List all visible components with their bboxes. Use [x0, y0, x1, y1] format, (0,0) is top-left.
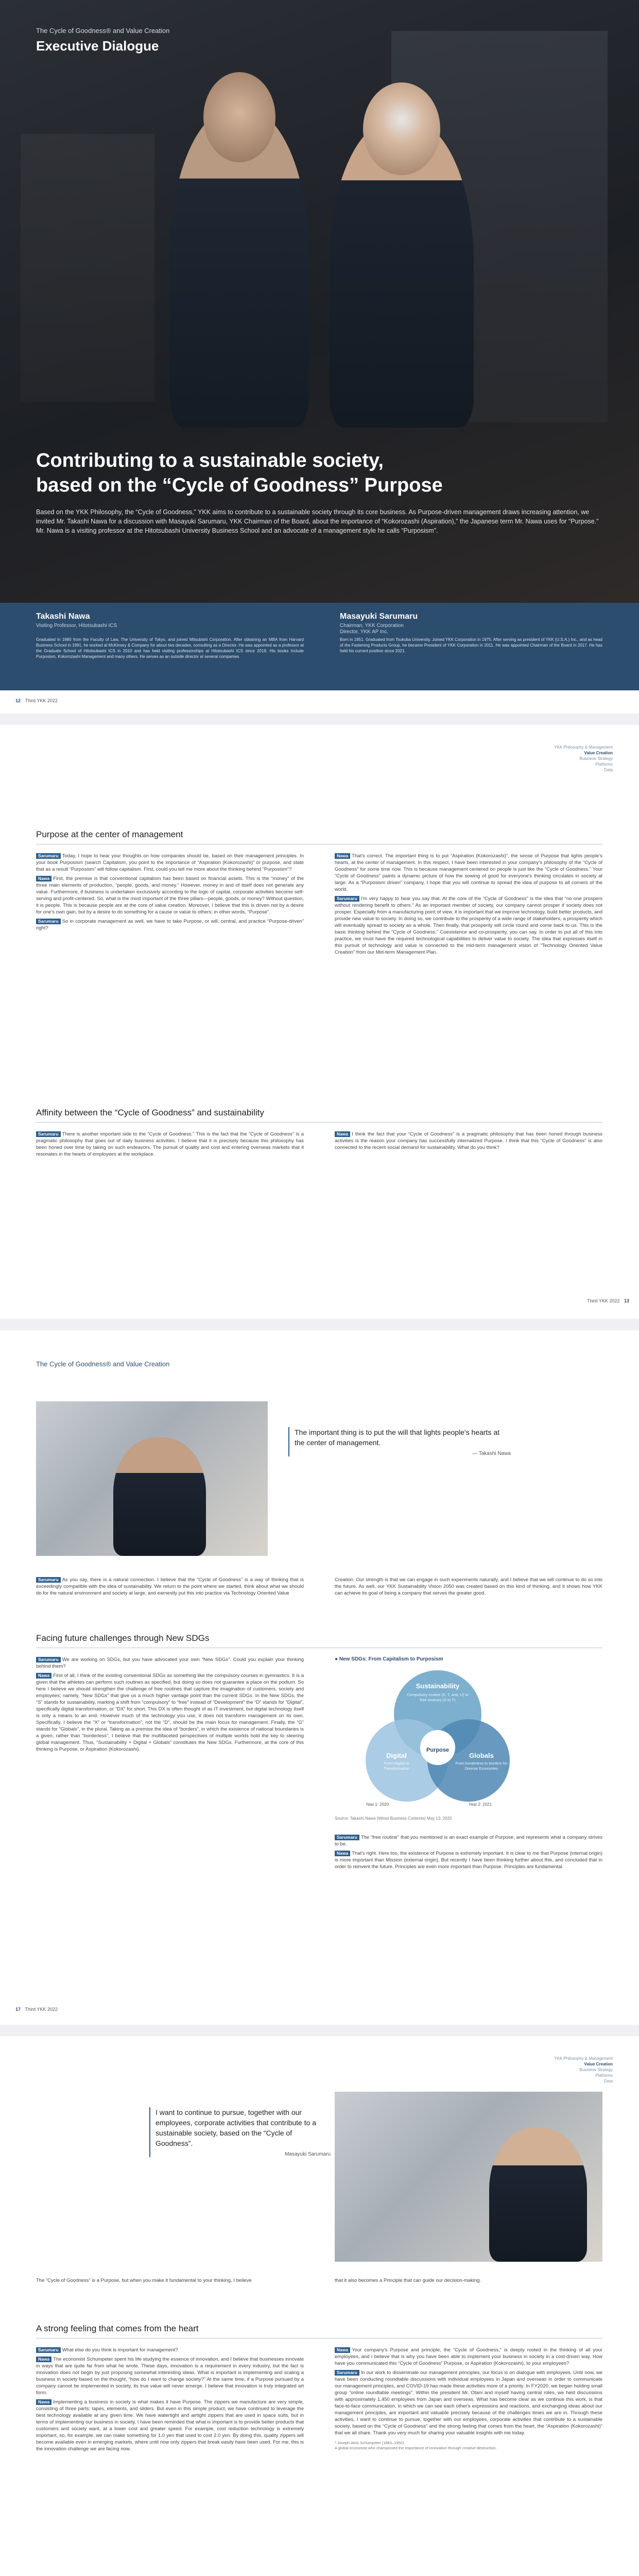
page-number-17 [15, 2007, 58, 2012]
paragraph [36, 2399, 304, 2452]
speaker-tag: Sarumaru [36, 2347, 61, 2353]
sdgs-right-column [335, 1834, 602, 1873]
profile-sarumaru-name: Masayuki Sarumaru [340, 612, 418, 621]
section-nav [530, 744, 613, 773]
breadcrumb: The Cycle of Goodness® and Value Creation [36, 1360, 170, 1368]
paragraph-text: Today, I hope to hear your thoughts on how companies should be, based on their management principles. In your book Purposism (search Capitalism, you point to the importance of “Aspiration (Kokorozashi)” or purpose, and state that as a result “Purposism” will follow capitalism. First, could you tell me more about the thinking behind “Purposism”? [36, 853, 304, 872]
paragraph-text: Implementing a business in society is what makes it have Purpose. The zippers we manufacture are very simple, consisting of three parts: tapes, elements, and sliders. But even in this simple product, we have continued to leverage the best technology available at any given time. We have watertight and airtight zippers that are used in space suits, but in terms of implementing our business in society, I have been reminded that what is important is to provide better products that customers and society want, at a lower cost and greater speed. For example, cost reduction technology is extremely important, so, for example, we can make something for 1.0 yen that used to cost 2.0 yen. By doing this, quality zippers will become available even in emerging markets, where until now only zippers that break easily have been used. For me, this is the innovation challenge we are facing now. [36, 2399, 304, 2452]
diagram-caption: Source: Takashi Nawa (Wired Business Contents) May 13, 2020 [335, 1816, 452, 1821]
headline-line-2: based on the “Cycle of Goodness” Purpose [36, 474, 443, 496]
speaker-tag: Nawa [36, 2399, 51, 2405]
paragraph [36, 1672, 304, 1753]
pull-quote-nawa [288, 1427, 511, 1456]
speaker-tag: Nawa [36, 1673, 51, 1679]
speaker-tag: Nawa [335, 853, 350, 859]
photo-sarumaru-speaking [335, 2092, 602, 2262]
paragraph-text: In our work to disseminate our management principles, our focus is on dialogue with employees. Until now, we have been conducting roundtable discussions with individual employees in Japan and overseas in order to communicate our management principles, and COVID-19 has made these activities more of a priority. In FY2020, we began holding small group “online roundtable meetings”. Within the president Mr. Otani and myself having central roles, we held discussions with approximately 1,450 employees from Japan and overseas. What has become clear as we continue this work, is that face-to-face communication, in which we can see each other's expressions and reactions, and exchanging ideas about our management principles, are important and valuable precisely because of the challenges times we are in. Through these activities, I want to continue to pursue, together with our employees, corporate activities that contribute to a sustainable society, based on the “Cycle of Goodness” and the strong feeling that comes from the heart, the “Aspiration (Kokorozashi)” that we all share. Thank you very much for sharing your valuable insights with me today. [335, 2370, 602, 2436]
paragraph [36, 2356, 304, 2396]
dialogue-title: Executive Dialogue [36, 38, 159, 54]
headline [36, 448, 602, 498]
section-nav [530, 2056, 613, 2084]
speaker-tag: Sarumaru [36, 919, 61, 924]
paragraph-text: We are working on SDGs, but you have advocated your own “New SDGs”. Could you explain your thinking behind them? [36, 1657, 304, 1669]
nav-platforms: Platforms [595, 2073, 613, 2078]
pull-quote-text: The important thing is to put the will that lights people's hearts at the center of management. [295, 1428, 500, 1447]
cover-photo [0, 0, 639, 603]
page-label: Third YKK 2022 [25, 2007, 58, 2012]
nav-value-creation: Value Creation [584, 2062, 613, 2066]
page-number-13 [587, 1298, 629, 1303]
mid-right-column [335, 1577, 602, 1599]
page-divider [0, 2025, 639, 2036]
paragraph [36, 1656, 304, 1670]
diagram-heading-text: New SDGs: From Capitalism to Purposism [339, 1656, 443, 1662]
pull-quote-attribution: — Takashi Nawa [472, 1451, 511, 1456]
pull-quote-attribution: Masayuki Sarumaru [285, 2151, 331, 2157]
speaker-tag: Sarumaru [36, 1657, 61, 1663]
paragraph [36, 2347, 304, 2353]
paragraph [36, 1577, 304, 1597]
paragraph [335, 1850, 602, 1870]
breadcrumb: The Cycle of Goodness® and Value Creation [36, 27, 170, 35]
sdgs-left-column [36, 1656, 304, 1755]
section-sdgs [36, 1633, 602, 1648]
label-sustainability-sub: Compulsory routine (E, T, and, U) to free routines (S to T) [407, 1692, 469, 1702]
profile-sarumaru-subtitle: Director, YKK AP Inc. [340, 629, 389, 635]
photo-nawa-speaking [36, 1401, 268, 1556]
page-divider [0, 714, 639, 725]
paragraph-text: First of all, I think of the existing conventional SDGs as something like the compulsory courses in gymnastics. It is a given that the athletes can perform such routines as specified, but doing so does not guarantee a place on the podium. So here I believe we should strengthen the challenge of free routines that capture the imagination of customers, society and employees; namely, “New SDGs” that give us a much higher vantage point than the current SDGs. In the New SDGs, the “S” stands for sustainability, marking a shift from “compulsory” to “free” instead of “Development” the “D” stands for “Digital”, specifically digital transformation, or “DX” for short. This DX is often thought of as IT investment, but digital technology itself is only a means to an end. However much of the technology you use, it does not transform management on its own. Specifically, I believe the “X” or “transformation”, not the “D”, should be the main focus for management. Finally, the “G” stands for “Globals”, in the plural. Taking as a premise the idea of “borders”, in which the existence of national boundaries is a given, rather than “borderless”, I believe that the multifaceted perspectives of multiple worlds hold the key to steering global management. Thus, “Sustainability + Digital + Globals” constitutes the New SDGs. Furthermore, at the core of this thinking is Purpose, or Aspiration (Kokorozashi). [36, 1673, 304, 1752]
page-label: Third YKK 2022 [587, 1298, 620, 1303]
label-year-left: Year 1: 2020 [366, 1802, 389, 1807]
diagram-heading [335, 1656, 602, 1662]
section-heart [36, 2324, 602, 2338]
label-digital: Digital [386, 1752, 407, 1759]
profile-sarumaru-title: Chairman, YKK Corporation [340, 623, 404, 629]
profile-nawa-title: Visiting Professor, Hitotsubashi ICS [36, 623, 117, 629]
nav-business-strategy: Business Strategy [579, 756, 613, 761]
diagram-bullet-icon: ● [335, 1656, 339, 1662]
paragraph [335, 895, 602, 956]
paragraph-text: As you say, there is a natural connection. I believe that the “Cycle of Goodness” is a way of thinking that is exceedingly compatible with the idea of sustainability. We return to the point where we started, think about what we should do for the natural environment and society at large, and earnestly put this into practice via Technology Oriented Value [36, 1577, 304, 1596]
section-title: Affinity between the “Cycle of Goodness” and sustainability [36, 1108, 264, 1117]
speaker-tag: Sarumaru [335, 1835, 359, 1840]
section-title: Facing future challenges through New SDGs [36, 1633, 210, 1643]
label-globals: Globals [469, 1752, 494, 1759]
speaker-tag: Sarumaru [36, 1577, 61, 1583]
paragraph-text: I'm very happy to hear you say that. At the core of the “Cycle of Goodness” is the idea that “no one prospers without rendering benefit to others.” As an important member of society, our company cannot prosper if society does not prosper. Especially from a manufacturing point of view, it is important that we improve technology, build better products, and provide new value to society. In doing so, we contribute to the prosperity of a wide range of stakeholders, a prosperity which will eventually spread to society as a whole. Then finally, that prosperity will circle round and come back to us. This is the basic thinking behind the “Cycle of Goodness.” Coexistence and co-prosperity, you can say. In order to put all of this into practice, we must have the required technological capabilities to deliver value to society. The idea that expresses itself in this pursuit of technology and value is connected to the mid-term management vision of “Technology Oriented Value Creation” from our Mid-term Management Plan. [335, 896, 602, 955]
affinity-right-column [335, 1131, 602, 1154]
page-divider [0, 1319, 639, 1330]
nav-business-strategy: Business Strategy [579, 2067, 613, 2072]
photo-sarumaru-figure [489, 2128, 587, 2262]
purpose-right-column [335, 853, 602, 958]
page-number: 13 [624, 1298, 629, 1303]
section-title: A strong feeling that comes from the heart [36, 2324, 199, 2333]
section-rule [36, 1122, 602, 1123]
speaker-tag: Nawa [335, 1131, 350, 1137]
paragraph-text: That's right. Here too, the existence of Purpose is extremely important. It is clear to me that Purpose (internal origin) is more important than Mission (external origin). But recently I have been thinking further about this, and concluded that in order to reinvent the future, Principles are even more important than Purpose. Principles are fundamental. [335, 1851, 602, 1870]
section-title: Purpose at the center of management [36, 829, 183, 839]
paragraph-text: Your company's Purpose and principle, the “Cycle of Goodness,” is deeply rooted in the thinking of all your employees, and I believe that is why you have been able to implement your business in society in a cost-driven way. How have you communicated this “Cycle of Goodness” Purpose, or Aspiration (Kokorozashi), to your employees? [335, 2347, 602, 2366]
nav-data: Data [604, 2079, 613, 2083]
paragraph [335, 1834, 602, 1848]
p4-mid-right: that it also becomes a Principle that can guide our decision-making. [335, 2278, 481, 2283]
speaker-tag: Sarumaru [335, 896, 359, 902]
photo-nawa-head [203, 72, 275, 162]
paragraph-text: Creation. Our strength is that we can engage in such experiments naturally, and I believe that we will continue to do so into the future. As well, our YKK Sustainability Vision 2050 was created based on this kind of thinking, and it shows how YKK can achieve its goal of being a company that serves the greater good. [335, 1577, 602, 1596]
page-number: 17 [15, 2007, 21, 2012]
headline-line-1: Contributing to a sustainable society, [36, 450, 384, 471]
page-number: 12 [15, 698, 21, 703]
paragraph-text: So in corporate management as well, we have to take Purpose, or will, central, and practice “Purpose-driven” right? [36, 919, 304, 931]
paragraph [335, 853, 602, 893]
paragraph-text: I think the fact that your “Cycle of Goodness” is a pragmatic philosophy that has been honed through business activities is the reason your company has successfully internalized Purpose. I think that this “Cycle of Goodness” is also connected to the recent social demand for sustainability. What do you think? [335, 1131, 602, 1150]
nav-data: Data [604, 768, 613, 772]
profile-band [0, 603, 639, 690]
paragraph [335, 1131, 602, 1151]
pull-quote-sarumaru [149, 2107, 331, 2157]
nav-value-creation: Value Creation [584, 751, 613, 755]
profile-nawa [36, 612, 304, 659]
nav-platforms: Platforms [595, 762, 613, 767]
paragraph-text: The economist Schumpeter spent his life studying the essence of innovation, and I believe that businesses innovate in ways that are quite far from what he wrote. These days, innovation is a requirement in every industry, but the fact is innovation does not begin by just proposing somewhat interesting ideas. What is important is implementing and scaling a business in society based on the thought, “how do I want to change society?” At the same time, if a Purpose pursued by a company cannot be implemented in society, its true value will never emerge. I believe that innovation is truly integrated art form. [36, 2357, 304, 2396]
mid-left-column [36, 1577, 304, 1599]
page-number-12 [15, 698, 58, 703]
speaker-tag: Sarumaru [36, 853, 61, 859]
speaker-tag: Nawa [36, 2357, 51, 2362]
speaker-tag: Nawa [335, 2347, 350, 2353]
paragraph [335, 2369, 602, 2436]
speaker-tag: Sarumaru [335, 2370, 359, 2376]
paragraph-text: First, the premise is that conventional capitalism has been based on financial assets. This is the “money” of the three main elements of production, “people, goods, and money.” However, money in and of itself does not generate any value. Furthermore, if business is undertaken exclusively according to the logic of capital, corporate activities become self-serving and profit-centered. So, what is the most important of the three pillars—people, goods, or money? Without question, it is people. This is because people are at the core of value creation. Moreover, I believe that this is driven not by a desire for one's own gain, but by a desire to do something for a cause or value to others; in other words, “Purpose”. [36, 876, 304, 915]
photo-sarumaru-head [363, 82, 440, 175]
background-shelf-panel [21, 134, 154, 402]
footnote-1: * Joseph Alois Schumpeter (1883–1950) [335, 2441, 404, 2445]
footnotes [335, 2441, 602, 2451]
paragraph [36, 918, 304, 931]
p4-mid-left: The “Cycle of Goodness” is a Purpose, but when you make it fundamental to your thinking, I believe [36, 2278, 252, 2283]
intro-text: Based on the YKK Philosophy, the “Cycle of Goodness,” YKK aims to contribute to a sustainable society through its core business. As Purpose-driven management draws increasing attention, we invited Mr. Takashi Nawa for a discussion with Masayuki Sarumaru, YKK Chairman of the Board, about the importance of “Kokorozashi (Aspiration),” the Japanese term Mr. Nawa uses for “Purpose.” Mr. Nawa is a visiting professor at the Hitotsubashi University Business School and an advocate of a management style he calls “Purposism”. [36, 509, 599, 534]
pull-quote-text: I want to continue to pursue, together with our employees, corporate activities that contribute to a sustainable society, based on the “Cycle of Goodness”. [156, 2108, 317, 2147]
section-affinity [36, 1108, 602, 1123]
purpose-left-column [36, 853, 304, 934]
paragraph-text: That's correct. The important thing is to put “Aspiration (Kokorozashi)”, the sense of Purpose that lights people's hearts, at the center of management. In this respect, I have been interested in your company's philosophy of the “Cycle of Goodness” for some time now. This is because management centered on people is just like the “Cycle of Goodness.” Your “Cycle of Goodness” paints a dynamic picture of how the sowing of good for everyone's thinking circulates in society at large. As a “Purposism driven” company, I hope that you will continue to spread the idea of purpose to all corners of the world. [335, 853, 602, 892]
paragraph [36, 875, 304, 916]
heart-left-column [36, 2347, 304, 2455]
label-year-right: Year 2: 2021 [469, 1802, 492, 1807]
paragraph-text: There is another important side to the “Cycle of Goodness.” This is the fact that the “Cycle of Goodness” is a pragmatic philosophy that goes out of daily business activities. I believe that it is precisely because this philosophy has been honed over time by taking on such endeavors. The pursuit of quality and cost and entering overseas markets that it resonates in the hearts of employees at the workplace. [36, 1131, 304, 1157]
paragraph [36, 853, 304, 873]
page-label: Third YKK 2022 [25, 698, 58, 703]
label-sustainability: Sustainability [416, 1682, 460, 1690]
nav-philosophy: YKK Philosophy & Management [554, 2056, 613, 2061]
profile-sarumaru-bio: Born in 1951. Graduated from Tsukuba University. Joined YKK Corporation in 1975. After serving as president of YKK (U.S.A.) Inc., and as head of the Fastening Products Group, he became President of YKK Corporation in 2011. He was appointed Chairman of the Board in 2017. He has held his current position since 2021. [340, 637, 602, 653]
photo-nawa-figure [113, 1437, 206, 1556]
label-purpose: Purpose [426, 1747, 449, 1753]
paragraph-text: The “free routine” that you mentioned is an exact example of Purpose, and represents what a company strives to be. [335, 1835, 602, 1847]
profile-nawa-name: Takashi Nawa [36, 612, 90, 621]
label-globals-sub: From borderless to borders for Diverse Economies [455, 1761, 508, 1771]
diagram-svg [335, 1665, 602, 1815]
speaker-tag: Nawa [36, 876, 51, 882]
profile-nawa-bio: Graduated in 1980 from the Faculty of Law, The University of Tokyo, and joined Mitsubishi Corporation. After obtaining an MBA from Harvard Business School in 1991, he worked at McKinsey & Company for about two decades, consulting as a Director. He was appointed as a professor at the Graduate School of Hitotsubashi ICS in 2010 and has held visiting professorships at Hitotsubashi ICS since 2018. His books include Purposism, Kokorozashi Management and many others. He serves as an outside director at several companies. [36, 637, 304, 659]
speaker-tag: Nawa [335, 1851, 350, 1856]
section-purpose [36, 829, 602, 844]
nav-philosophy: YKK Philosophy & Management [554, 745, 613, 750]
paragraph [335, 2347, 602, 2367]
paragraph [36, 1131, 304, 1158]
footnote-2: A global economist who championed the importance of innovation through creative destruction. [335, 2446, 497, 2450]
profile-sarumaru [340, 612, 602, 654]
new-sdgs-diagram [335, 1656, 602, 1826]
paragraph-text: What else do you think is important for management? [62, 2347, 178, 2353]
affinity-left-column [36, 1131, 304, 1160]
heart-right-column [335, 2347, 602, 2451]
label-digital-sub: From Digital to Transformation [383, 1761, 410, 1771]
speaker-tag: Sarumaru [36, 1131, 61, 1137]
